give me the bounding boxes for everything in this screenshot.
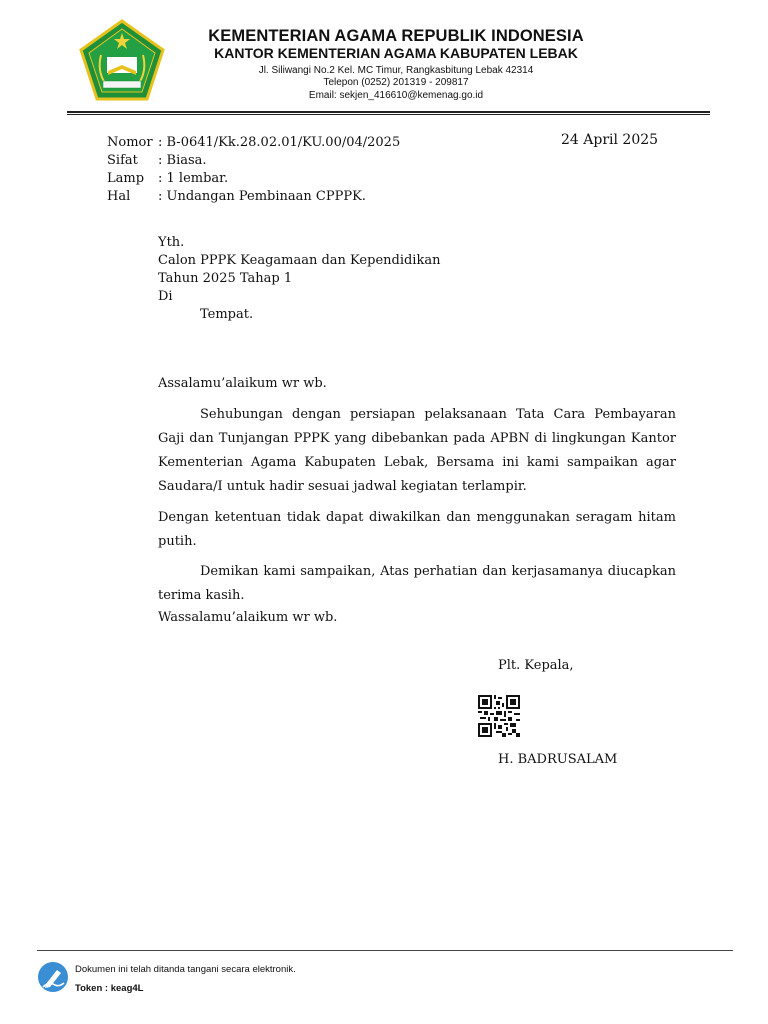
body-paragraph-3-text: Demikan kami sampaikan, Atas perhatian dan kerjasamanya diucapkan terima kasih. bbox=[158, 564, 676, 603]
meta-label-sifat: Sifat bbox=[107, 153, 138, 168]
kemenag-emblem-icon bbox=[79, 19, 165, 101]
letter-date: 24 April 2025 bbox=[561, 132, 659, 148]
signature-title: Plt. Kepala, bbox=[498, 658, 574, 673]
body-paragraph-1-text: Sehubungan dengan persiapan pelaksanaan Tata Cara Pembayaran Gaji dan Tunjangan PPPK yang dibebankan pada APBN di lingkungan Kantor Kementerian Agama Kabupaten Lebak, Bersama ini kami sampaikan agar Saudara/I untuk hadir sesuai jadwal kegiatan terlampir. bbox=[158, 407, 676, 494]
recipient-place: Tempat. bbox=[200, 307, 254, 322]
meta-value-hal: : Undangan Pembinaan CPPPK. bbox=[158, 189, 366, 204]
recipient-batch: Tahun 2025 Tahap 1 bbox=[158, 271, 293, 286]
meta-label-hal: Hal bbox=[107, 189, 131, 204]
greeting: Assalamu’alaikum wr wb. bbox=[158, 376, 327, 391]
meta-value-lamp: : 1 lembar. bbox=[158, 171, 229, 186]
qr-code-icon bbox=[478, 695, 520, 737]
footer-token: Token : keag4L bbox=[75, 983, 144, 994]
meta-label-nomor: Nomor bbox=[107, 135, 153, 150]
meta-label-lamp: Lamp bbox=[107, 171, 145, 186]
recipient-name: Calon PPPK Keagamaan dan Kependidikan bbox=[158, 253, 441, 268]
body-paragraph-1 bbox=[158, 403, 676, 499]
office-address: Jl. Siliwangi No.2 Kel. MC Timur, Rangkasbitung Lebak 42314 bbox=[258, 65, 534, 76]
closing: Wassalamu’alaikum wr wb. bbox=[158, 610, 338, 625]
body-paragraph-2: Dengan ketentuan tidak dapat diwakilkan dan menggunakan seragam hitam putih. bbox=[158, 510, 676, 549]
office-name: KANTOR KEMENTERIAN AGAMA KABUPATEN LEBAK bbox=[214, 45, 578, 61]
recipient-di: Di bbox=[158, 289, 173, 304]
header-rule-thick bbox=[67, 111, 710, 113]
footer-rule bbox=[37, 950, 733, 951]
signatory-name: H. BADRUSALAM bbox=[498, 752, 618, 767]
meta-value-sifat: : Biasa. bbox=[158, 153, 207, 168]
footer-note: Dokumen ini telah ditanda tangani secara elektronik. bbox=[75, 964, 296, 975]
office-phone: Telepon (0252) 201319 - 209817 bbox=[323, 77, 469, 88]
signature-pen-icon bbox=[37, 961, 69, 993]
header-rule-thin bbox=[67, 114, 710, 115]
meta-value-nomor: : B-0641/Kk.28.02.01/KU.00/04/2025 bbox=[158, 135, 401, 150]
recipient-salutation: Yth. bbox=[158, 235, 185, 250]
office-email: Email: sekjen_416610@kemenag.go.id bbox=[308, 90, 484, 101]
body-paragraph-3 bbox=[158, 560, 676, 608]
ministry-name: KEMENTERIAN AGAMA REPUBLIK INDONESIA bbox=[208, 27, 584, 45]
